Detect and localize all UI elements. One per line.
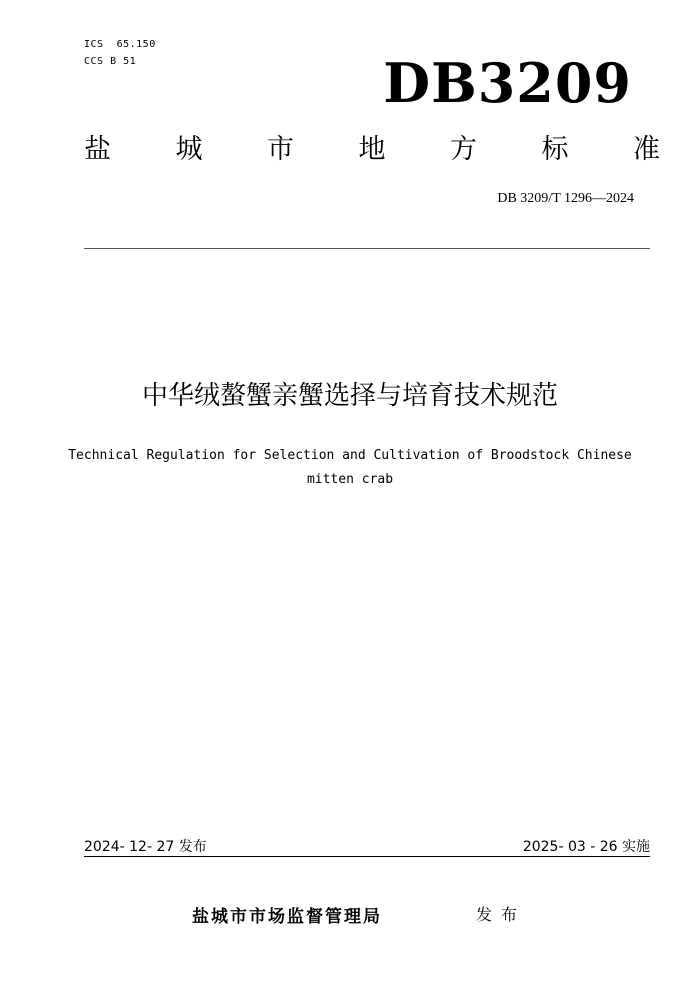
- header-divider: [84, 248, 650, 249]
- standard-level-char: 准: [633, 134, 660, 165]
- implementation-date: 2025- 03 - 26 实施: [522, 839, 650, 855]
- standard-logo: DB3209: [383, 51, 632, 115]
- issue-date: 2024- 12- 27 发布: [84, 839, 207, 855]
- publish-label: 发布: [476, 905, 527, 924]
- standard-number: DB 3209/T 1296—2024: [497, 191, 634, 206]
- ics-code: ICS 65.150: [84, 39, 156, 50]
- standard-level-char: 城: [175, 134, 203, 165]
- standard-level-char: 地: [358, 134, 386, 165]
- standard-level-char: 盐: [84, 134, 111, 165]
- standard-level-char: 方: [450, 134, 477, 165]
- document-title-chinese: 中华绒螯蟹亲蟹选择与培育技术规范: [141, 381, 558, 411]
- standard-level-char: 标: [541, 134, 569, 165]
- ccs-code: CCS B 51: [84, 56, 137, 67]
- publisher-name: 盐城市市场监督管理局: [192, 907, 382, 927]
- title-english-line: mitten crab: [306, 472, 394, 487]
- standard-level-title: [84, 136, 660, 163]
- document-title-english: [30, 444, 670, 492]
- dates-row: [84, 838, 650, 857]
- standard-level-char: 市: [267, 134, 294, 165]
- title-english-line: Technical Regulation for Selection and Cultivation of Broodstock Chinese: [68, 448, 632, 463]
- classification-codes: [84, 36, 156, 70]
